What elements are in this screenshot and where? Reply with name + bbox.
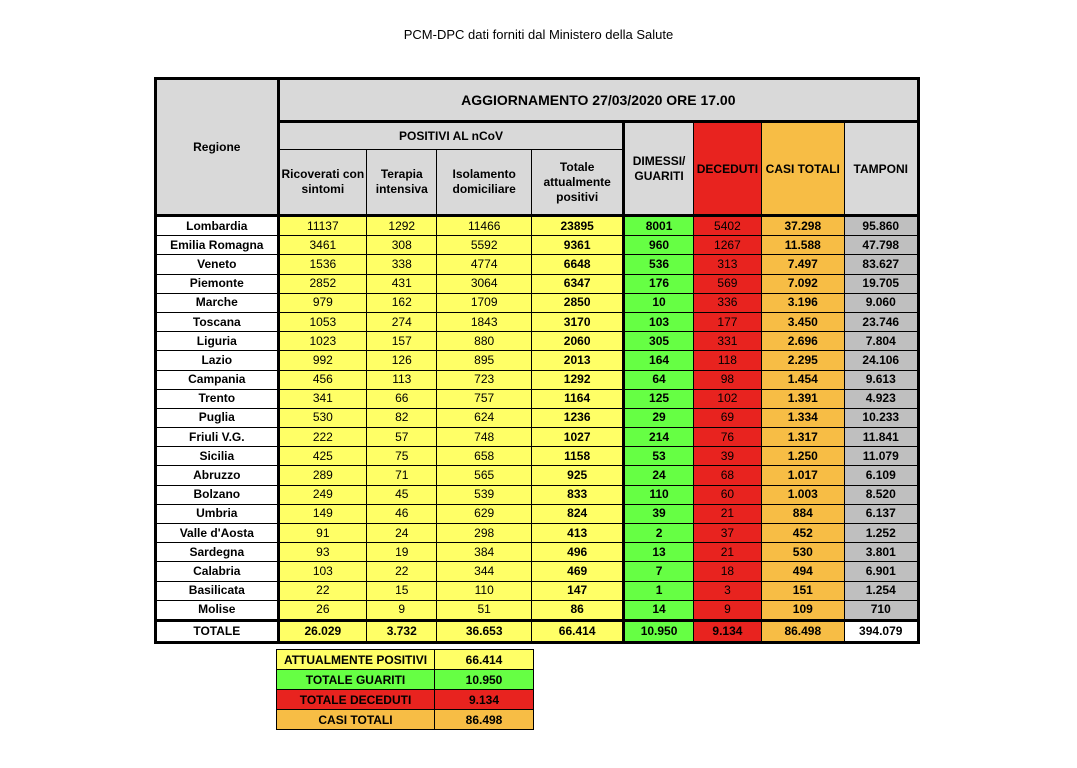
cell-tamponi: 710 [844,600,919,620]
cell-tamponi: 6.901 [844,562,919,581]
cell-terapia: 66 [367,389,437,408]
cell-isolamento: 51 [437,600,531,620]
cell-isolamento: 5592 [437,236,531,255]
cell-casi-totali: 151 [762,581,844,600]
cell-dimessi: 10 [624,293,693,312]
cell-isolamento: 298 [437,524,531,543]
cell-dimessi: 110 [624,485,693,504]
cell-totale-positivi: 413 [531,524,623,543]
cell-tamponi: 95.860 [844,216,919,236]
header-totale-positivi: Totale attualmente positivi [531,150,623,216]
cell-tamponi: 7.804 [844,332,919,351]
cell-deceduti: 9 [693,600,761,620]
table-row [156,312,919,331]
cell-dimessi: 536 [624,255,693,274]
cell-dimessi: 1 [624,581,693,600]
summary-value: 10.950 [435,670,534,690]
cell-ricoverati: 341 [278,389,366,408]
summary-label: CASI TOTALI [277,710,435,730]
cell-casi-totali: 37.298 [762,216,844,236]
cell-terapia: 57 [367,428,437,447]
cell-tamponi: 1.254 [844,581,919,600]
summary-table [276,649,534,730]
cell-casi-totali: 2.696 [762,332,844,351]
totals-terapia: 3.732 [367,620,437,642]
cell-isolamento: 1843 [437,312,531,331]
cell-casi-totali: 11.588 [762,236,844,255]
cell-deceduti: 21 [693,504,761,523]
cell-totale-positivi: 86 [531,600,623,620]
table-row [156,447,919,466]
cell-ricoverati: 22 [278,581,366,600]
cell-isolamento: 748 [437,428,531,447]
cell-deceduti: 1267 [693,236,761,255]
cell-regione: Veneto [156,255,279,274]
totals-deceduti: 9.134 [693,620,761,642]
cell-deceduti: 5402 [693,216,761,236]
cell-isolamento: 565 [437,466,531,485]
cell-ricoverati: 530 [278,408,366,427]
table-row [156,428,919,447]
header-update: AGGIORNAMENTO 27/03/2020 ORE 17.00 [278,79,918,122]
cell-ricoverati: 222 [278,428,366,447]
cell-dimessi: 53 [624,447,693,466]
cell-totale-positivi: 147 [531,581,623,600]
cell-terapia: 24 [367,524,437,543]
cell-casi-totali: 530 [762,543,844,562]
header-terapia: Terapia intensiva [367,150,437,216]
cell-casi-totali: 109 [762,600,844,620]
cell-totale-positivi: 2850 [531,293,623,312]
cell-tamponi: 1.252 [844,524,919,543]
cell-tamponi: 9.060 [844,293,919,312]
cell-ricoverati: 456 [278,370,366,389]
cell-dimessi: 103 [624,312,693,331]
cell-regione: Lazio [156,351,279,370]
cell-terapia: 338 [367,255,437,274]
cell-dimessi: 176 [624,274,693,293]
summary-value: 86.498 [435,710,534,730]
cell-deceduti: 21 [693,543,761,562]
cell-totale-positivi: 6347 [531,274,623,293]
cell-isolamento: 11466 [437,216,531,236]
cell-totale-positivi: 3170 [531,312,623,331]
cell-isolamento: 384 [437,543,531,562]
cell-regione: Lombardia [156,216,279,236]
cell-ricoverati: 11137 [278,216,366,236]
regional-data-table [154,77,920,644]
cell-tamponi: 6.137 [844,504,919,523]
cell-casi-totali: 494 [762,562,844,581]
cell-tamponi: 9.613 [844,370,919,389]
cell-ricoverati: 3461 [278,236,366,255]
table-row [156,466,919,485]
cell-ricoverati: 103 [278,562,366,581]
cell-deceduti: 118 [693,351,761,370]
cell-totale-positivi: 925 [531,466,623,485]
cell-dimessi: 305 [624,332,693,351]
cell-totale-positivi: 2013 [531,351,623,370]
cell-casi-totali: 7.497 [762,255,844,274]
cell-terapia: 1292 [367,216,437,236]
table-row [156,236,919,255]
cell-dimessi: 7 [624,562,693,581]
cell-terapia: 126 [367,351,437,370]
totals-dimessi: 10.950 [624,620,693,642]
cell-terapia: 308 [367,236,437,255]
cell-dimessi: 14 [624,600,693,620]
cell-totale-positivi: 9361 [531,236,623,255]
cell-totale-positivi: 496 [531,543,623,562]
cell-regione: Piemonte [156,274,279,293]
summary-label: TOTALE DECEDUTI [277,690,435,710]
cell-casi-totali: 3.450 [762,312,844,331]
cell-dimessi: 214 [624,428,693,447]
table-row [156,293,919,312]
cell-deceduti: 60 [693,485,761,504]
cell-regione: Campania [156,370,279,389]
cell-deceduti: 76 [693,428,761,447]
cell-terapia: 274 [367,312,437,331]
cell-dimessi: 39 [624,504,693,523]
cell-ricoverati: 1023 [278,332,366,351]
cell-isolamento: 757 [437,389,531,408]
header-positivi: POSITIVI AL nCoV [278,122,624,150]
totals-tamponi: 394.079 [844,620,919,642]
cell-ricoverati: 1536 [278,255,366,274]
cell-terapia: 431 [367,274,437,293]
cell-tamponi: 83.627 [844,255,919,274]
summary-value: 66.414 [435,650,534,670]
cell-regione: Abruzzo [156,466,279,485]
cell-terapia: 82 [367,408,437,427]
summary-row [277,670,534,690]
cell-terapia: 71 [367,466,437,485]
cell-regione: Liguria [156,332,279,351]
cell-terapia: 113 [367,370,437,389]
table-row [156,543,919,562]
cell-isolamento: 4774 [437,255,531,274]
cell-isolamento: 658 [437,447,531,466]
header-regione: Regione [156,79,279,216]
cell-isolamento: 344 [437,562,531,581]
table-row [156,389,919,408]
totals-row [156,620,919,642]
cell-isolamento: 539 [437,485,531,504]
cell-terapia: 22 [367,562,437,581]
table-row [156,370,919,389]
cell-totale-positivi: 1158 [531,447,623,466]
cell-ricoverati: 93 [278,543,366,562]
cell-totale-positivi: 23895 [531,216,623,236]
cell-dimessi: 64 [624,370,693,389]
cell-deceduti: 331 [693,332,761,351]
cell-dimessi: 24 [624,466,693,485]
table-row [156,504,919,523]
summary-row [277,690,534,710]
cell-tamponi: 19.705 [844,274,919,293]
cell-totale-positivi: 824 [531,504,623,523]
cell-terapia: 9 [367,600,437,620]
cell-deceduti: 177 [693,312,761,331]
summary-row [277,710,534,730]
cell-regione: Toscana [156,312,279,331]
cell-casi-totali: 7.092 [762,274,844,293]
cell-deceduti: 336 [693,293,761,312]
totals-positivi: 66.414 [531,620,623,642]
cell-isolamento: 895 [437,351,531,370]
cell-dimessi: 125 [624,389,693,408]
table-row [156,408,919,427]
cell-terapia: 19 [367,543,437,562]
cell-totale-positivi: 469 [531,562,623,581]
cell-totale-positivi: 1164 [531,389,623,408]
summary-value: 9.134 [435,690,534,710]
cell-casi-totali: 1.250 [762,447,844,466]
header-isolamento: Isolamento domiciliare [437,150,531,216]
cell-regione: Valle d'Aosta [156,524,279,543]
cell-isolamento: 723 [437,370,531,389]
cell-totale-positivi: 1292 [531,370,623,389]
table-row [156,600,919,620]
cell-terapia: 75 [367,447,437,466]
cell-regione: Sicilia [156,447,279,466]
cell-tamponi: 4.923 [844,389,919,408]
cell-totale-positivi: 1027 [531,428,623,447]
cell-casi-totali: 2.295 [762,351,844,370]
cell-isolamento: 624 [437,408,531,427]
cell-terapia: 46 [367,504,437,523]
totals-casi: 86.498 [762,620,844,642]
cell-casi-totali: 1.003 [762,485,844,504]
cell-ricoverati: 979 [278,293,366,312]
cell-ricoverati: 249 [278,485,366,504]
cell-regione: Trento [156,389,279,408]
cell-casi-totali: 1.017 [762,466,844,485]
table-row [156,524,919,543]
cell-ricoverati: 992 [278,351,366,370]
cell-tamponi: 11.841 [844,428,919,447]
cell-totale-positivi: 1236 [531,408,623,427]
cell-casi-totali: 1.454 [762,370,844,389]
header-dimessi: DIMESSI/ GUARITI [624,122,693,216]
cell-ricoverati: 1053 [278,312,366,331]
cell-deceduti: 3 [693,581,761,600]
cell-regione: Marche [156,293,279,312]
summary-label: ATTUALMENTE POSITIVI [277,650,435,670]
cell-tamponi: 3.801 [844,543,919,562]
cell-deceduti: 37 [693,524,761,543]
cell-terapia: 45 [367,485,437,504]
cell-terapia: 15 [367,581,437,600]
cell-ricoverati: 149 [278,504,366,523]
cell-regione: Basilicata [156,581,279,600]
header-casi-totali: CASI TOTALI [762,122,844,216]
cell-dimessi: 2 [624,524,693,543]
cell-regione: Friuli V.G. [156,428,279,447]
cell-totale-positivi: 833 [531,485,623,504]
table-row [156,274,919,293]
cell-deceduti: 102 [693,389,761,408]
table-row [156,562,919,581]
table-row [156,216,919,236]
cell-isolamento: 629 [437,504,531,523]
cell-regione: Puglia [156,408,279,427]
summary-label: TOTALE GUARITI [277,670,435,690]
cell-totale-positivi: 2060 [531,332,623,351]
cell-tamponi: 23.746 [844,312,919,331]
cell-isolamento: 110 [437,581,531,600]
cell-tamponi: 11.079 [844,447,919,466]
cell-ricoverati: 26 [278,600,366,620]
cell-tamponi: 47.798 [844,236,919,255]
cell-tamponi: 10.233 [844,408,919,427]
cell-deceduti: 18 [693,562,761,581]
totals-label: TOTALE [156,620,279,642]
totals-ricoverati: 26.029 [278,620,366,642]
cell-casi-totali: 1.317 [762,428,844,447]
header-tamponi: TAMPONI [844,122,919,216]
cell-tamponi: 8.520 [844,485,919,504]
document-caption: PCM-DPC dati forniti dal Ministero della Salute [403,27,674,42]
cell-dimessi: 8001 [624,216,693,236]
cell-terapia: 157 [367,332,437,351]
cell-isolamento: 3064 [437,274,531,293]
cell-tamponi: 24.106 [844,351,919,370]
cell-regione: Emilia Romagna [156,236,279,255]
cell-totale-positivi: 6648 [531,255,623,274]
cell-regione: Sardegna [156,543,279,562]
cell-casi-totali: 1.391 [762,389,844,408]
cell-regione: Molise [156,600,279,620]
cell-dimessi: 29 [624,408,693,427]
cell-dimessi: 960 [624,236,693,255]
cell-dimessi: 164 [624,351,693,370]
cell-isolamento: 880 [437,332,531,351]
summary-row [277,650,534,670]
cell-regione: Umbria [156,504,279,523]
cell-regione: Calabria [156,562,279,581]
totals-isolamento: 36.653 [437,620,531,642]
cell-ricoverati: 91 [278,524,366,543]
cell-dimessi: 13 [624,543,693,562]
cell-ricoverati: 289 [278,466,366,485]
cell-ricoverati: 2852 [278,274,366,293]
cell-casi-totali: 884 [762,504,844,523]
cell-terapia: 162 [367,293,437,312]
header-ricoverati: Ricoverati con sintomi [278,150,366,216]
table-row [156,332,919,351]
table-row [156,351,919,370]
cell-casi-totali: 452 [762,524,844,543]
cell-deceduti: 69 [693,408,761,427]
cell-ricoverati: 425 [278,447,366,466]
cell-deceduti: 98 [693,370,761,389]
cell-deceduti: 313 [693,255,761,274]
cell-casi-totali: 3.196 [762,293,844,312]
cell-regione: Bolzano [156,485,279,504]
header-deceduti: DECEDUTI [693,122,761,216]
cell-isolamento: 1709 [437,293,531,312]
cell-casi-totali: 1.334 [762,408,844,427]
table-row [156,255,919,274]
cell-deceduti: 39 [693,447,761,466]
cell-deceduti: 569 [693,274,761,293]
cell-tamponi: 6.109 [844,466,919,485]
table-row [156,485,919,504]
table-row [156,581,919,600]
cell-deceduti: 68 [693,466,761,485]
